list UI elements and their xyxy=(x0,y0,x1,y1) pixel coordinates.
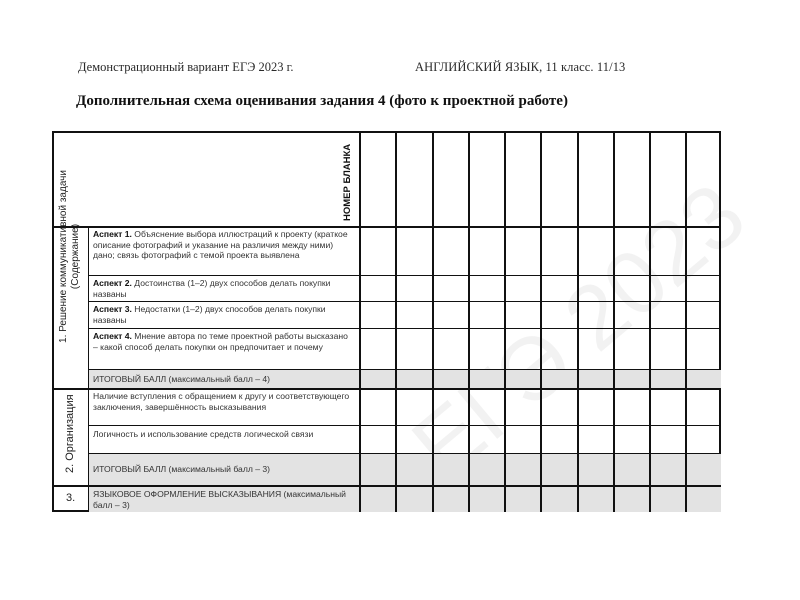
criterion-logic: Логичность и использование средств логической связи xyxy=(93,429,314,439)
group-label-content: 1. Решение коммуникативной задачи (Содержание) xyxy=(58,170,81,343)
criterion-intro-conclusion: Наличие вступления с обращением к другу и соответствующего заключения, завершённость высказывания xyxy=(93,391,350,412)
document-header-right: АНГЛИЙСКИЙ ЯЗЫК, 11 класс. 11/13 xyxy=(415,60,626,74)
total-score-content: ИТОГОВЫЙ БАЛЛ (максимальный балл – 4) xyxy=(93,374,271,384)
criterion-aspect-2: Аспект 2. Достоинства (1–2) двух способов делать покупки названы xyxy=(93,278,331,299)
criterion-language: ЯЗЫКОВОЕ ОФОРМЛЕНИЕ ВЫСКАЗЫВАНИЯ (максимальный балл – 3) xyxy=(93,489,346,510)
total-score-organization: ИТОГОВЫЙ БАЛЛ (максимальный балл – 3) xyxy=(93,464,271,474)
group-label-organization: 2. Организация xyxy=(64,394,76,473)
criterion-aspect-1: Аспект 1. Объяснение выбора иллюстраций к проекту (краткое описание фотографий и указание на различия между ними) дано; связь фотографий с темой проекта выявлена xyxy=(93,229,348,261)
document-header-left: Демонстрационный вариант ЕГЭ 2023 г. xyxy=(78,60,294,74)
scoring-table xyxy=(52,131,721,512)
criterion-aspect-4: Аспект 4. Мнение автора по теме проектной работы высказано – какой способ делать покупки он предпочитает и почему xyxy=(93,331,348,352)
form-number-header: НОМЕР БЛАНКА xyxy=(342,143,353,221)
page-title: Дополнительная схема оценивания задания 4 (фото к проектной работе) xyxy=(76,93,568,109)
group-label-language: 3. xyxy=(66,492,76,504)
criterion-aspect-3: Аспект 3. Недостатки (1–2) двух способов делать покупки названы xyxy=(93,304,326,325)
watermark: ЕГЭ 2023 xyxy=(394,164,764,498)
